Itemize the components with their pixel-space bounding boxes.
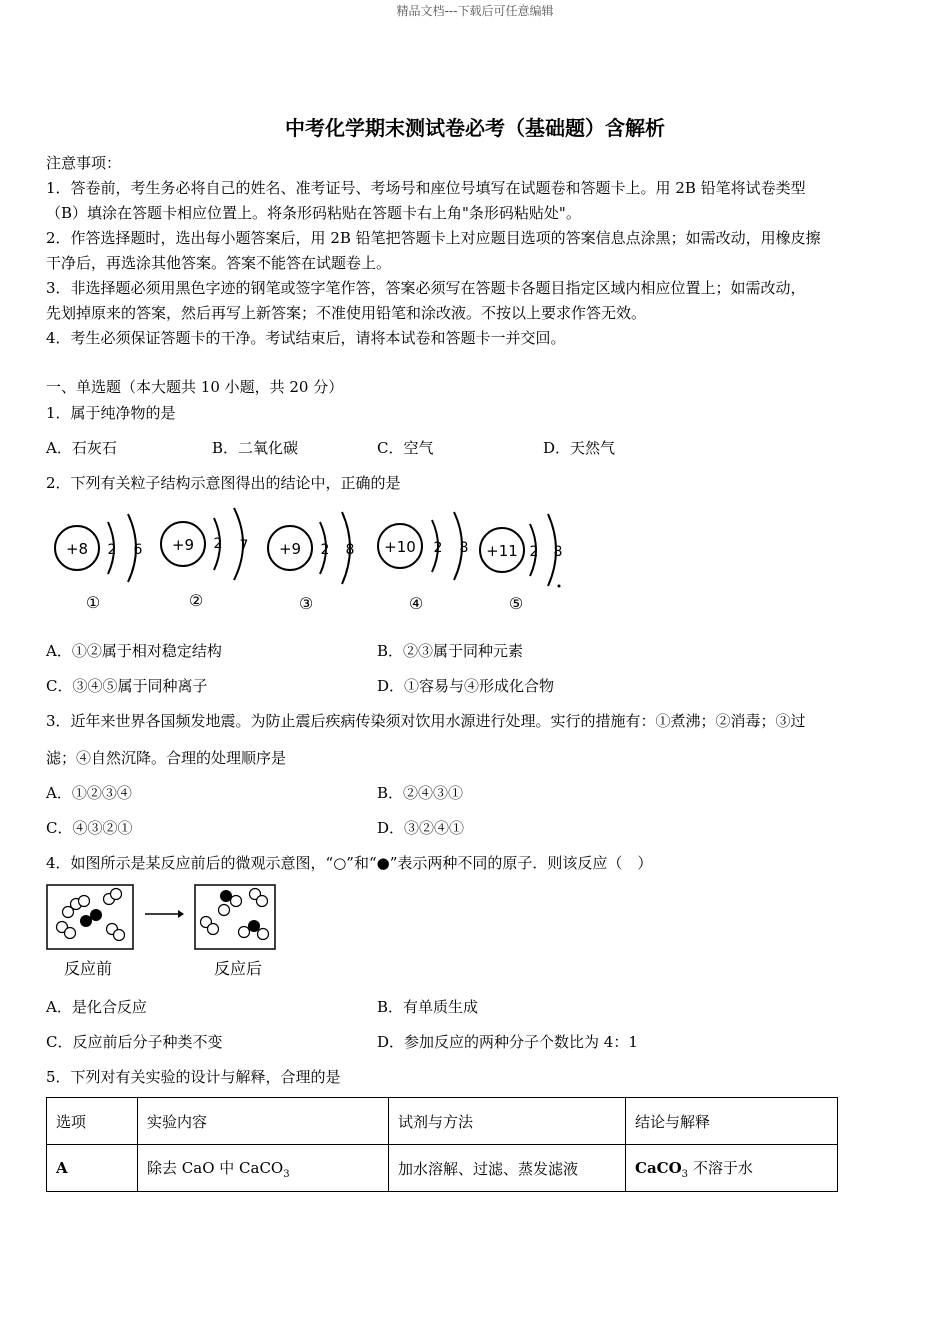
shell-1-count: 2	[107, 542, 117, 558]
shell-1-count: 2	[529, 544, 539, 560]
q1-option-c: C．空气	[377, 439, 434, 457]
q2-stem: 2．下列有关粒子结构示意图得出的结论中，正确的是	[46, 474, 401, 492]
q1-option-d: D．天然气	[543, 439, 616, 457]
note-line: 1．答卷前，考生务必将自己的姓名、准考证号、考场号和座位号填写在试题卷和答题卡上。用 2B 铅笔将试卷类型	[46, 179, 806, 197]
particle-structure-diagrams	[40, 500, 580, 620]
notes-heading: 注意事项：	[46, 154, 122, 172]
reaction-microscopic-diagram	[46, 884, 281, 952]
q5-table	[46, 1097, 838, 1192]
shell-2-count: 8	[459, 540, 469, 556]
q2-option-b: B．②③属于同种元素	[377, 642, 524, 660]
diagram-label: ⑤	[508, 594, 524, 613]
table-header-cell: 试剂与方法	[389, 1098, 626, 1145]
shell-2-count: 7	[239, 538, 249, 554]
note-line: 3．非选择题必须用黑色字迹的钢笔或签字笔作答，答案必须写在答题卡各题目指定区域内相应位置上；如需改动，	[46, 279, 806, 297]
note-line: 4．考生必须保证答题卡的干净。考试结束后，请将本试卷和答题卡一并交回。	[46, 329, 566, 347]
nucleus-charge: +11	[486, 542, 518, 560]
atom-diagram-3	[268, 512, 354, 613]
before-reaction-label: 反应前	[64, 959, 113, 978]
nucleus-charge: +8	[65, 540, 89, 558]
after-reaction-label: 反应后	[214, 959, 263, 978]
shell-1-count: 2	[213, 536, 223, 552]
content-text: 除去 CaO 中 CaCO	[147, 1158, 284, 1177]
subscript: 3	[283, 1168, 290, 1180]
q5-stem: 5．下列对有关实验的设计与解释，合理的是	[46, 1068, 341, 1086]
diagram-label: ④	[408, 594, 424, 613]
table-header-row	[47, 1098, 838, 1145]
note-line: 干净后，再选涂其他答案。答案不能答在试题卷上。	[46, 254, 392, 272]
formula-text: CaCO	[635, 1158, 682, 1177]
table-header-cell: 选项	[47, 1098, 138, 1145]
shell-1-count: 2	[320, 542, 330, 558]
atom-diagram-1	[55, 514, 143, 612]
q3-stem-line-2: 滤；④自然沉降。合理的处理顺序是	[46, 749, 287, 767]
atom-diagram-5	[480, 514, 562, 613]
table-cell-conclusion	[626, 1145, 838, 1192]
table-cell-method: 加水溶解、过滤、蒸发滤液	[389, 1145, 626, 1192]
nucleus-charge: +9	[278, 540, 302, 558]
atom-diagram-4	[378, 512, 468, 613]
q3-option-b: B．②④③①	[377, 784, 464, 802]
note-line: 先划掉原来的答案，然后再写上新答案；不准使用铅笔和涂改液。不按以上要求作答无效。	[46, 304, 647, 322]
section-heading: 一、单选题（本大题共 10 小题，共 20 分）	[46, 378, 344, 396]
diagram-label: ③	[298, 594, 314, 613]
q4-option-a: A．是化合反应	[46, 998, 147, 1016]
table-cell-content	[138, 1145, 389, 1192]
q4-option-c: C．反应前后分子种类不变	[46, 1033, 223, 1051]
q2-option-c: C．③④⑤属于同种离子	[46, 677, 208, 695]
diagram-label: ②	[188, 591, 204, 610]
q2-option-d: D．①容易与④形成化合物	[377, 677, 555, 695]
shell-1-count: 2	[433, 540, 443, 556]
q1-option-a: A．石灰石	[46, 439, 117, 457]
table-header-cell: 实验内容	[138, 1098, 389, 1145]
q3-option-c: C．④③②①	[46, 819, 133, 837]
shell-2-count: 6	[133, 542, 143, 558]
q2-option-a: A．①②属于相对稳定结构	[46, 642, 222, 660]
q3-option-a: A．①②③④	[46, 784, 132, 802]
page-title: 中考化学期末测试卷必考（基础题）含解析	[285, 116, 665, 140]
conclusion-text: 不溶于水	[688, 1158, 753, 1177]
nucleus-charge: +10	[384, 538, 416, 556]
subscript: 3	[681, 1168, 689, 1180]
q4-option-b: B．有单质生成	[377, 998, 479, 1016]
atom-diagram-2	[161, 508, 248, 610]
shell-2-count: 8	[553, 544, 563, 560]
table-header-cell: 结论与解释	[626, 1098, 838, 1145]
note-line: 2．作答选择题时，选出每小题答案后，用 2B 铅笔把答题卡上对应题目选项的答案信息点涂黑；如需改动，用橡皮擦	[46, 229, 821, 247]
q3-option-d: D．③②④①	[377, 819, 465, 837]
q4-option-d: D．参加反应的两种分子个数比为 4：1	[377, 1033, 638, 1051]
table-cell-option: A	[47, 1145, 138, 1192]
note-line: （B）填涂在答题卡相应位置上。将条形码粘贴在答题卡右上角"条形码粘贴处"。	[46, 204, 581, 222]
table-row	[47, 1145, 838, 1192]
q1-option-b: B．二氧化碳	[212, 439, 299, 457]
nucleus-charge: +9	[171, 536, 195, 554]
q4-stem: 4．如图所示是某反应前后的微观示意图，“○”和“●”表示两种不同的原子．则该反应（ ）	[46, 854, 653, 872]
page-header: 精品文档---下载后可任意编辑	[396, 4, 554, 18]
q3-stem-line-1: 3．近年来世界各国频发地震。为防止震后疾病传染须对饮用水源进行处理。实行的措施有：①煮沸；②消毒；③过	[46, 712, 806, 730]
diagram-label: ①	[85, 593, 101, 612]
shell-2-count: 8	[345, 542, 355, 558]
q1-stem: 1．属于纯净物的是	[46, 404, 176, 422]
